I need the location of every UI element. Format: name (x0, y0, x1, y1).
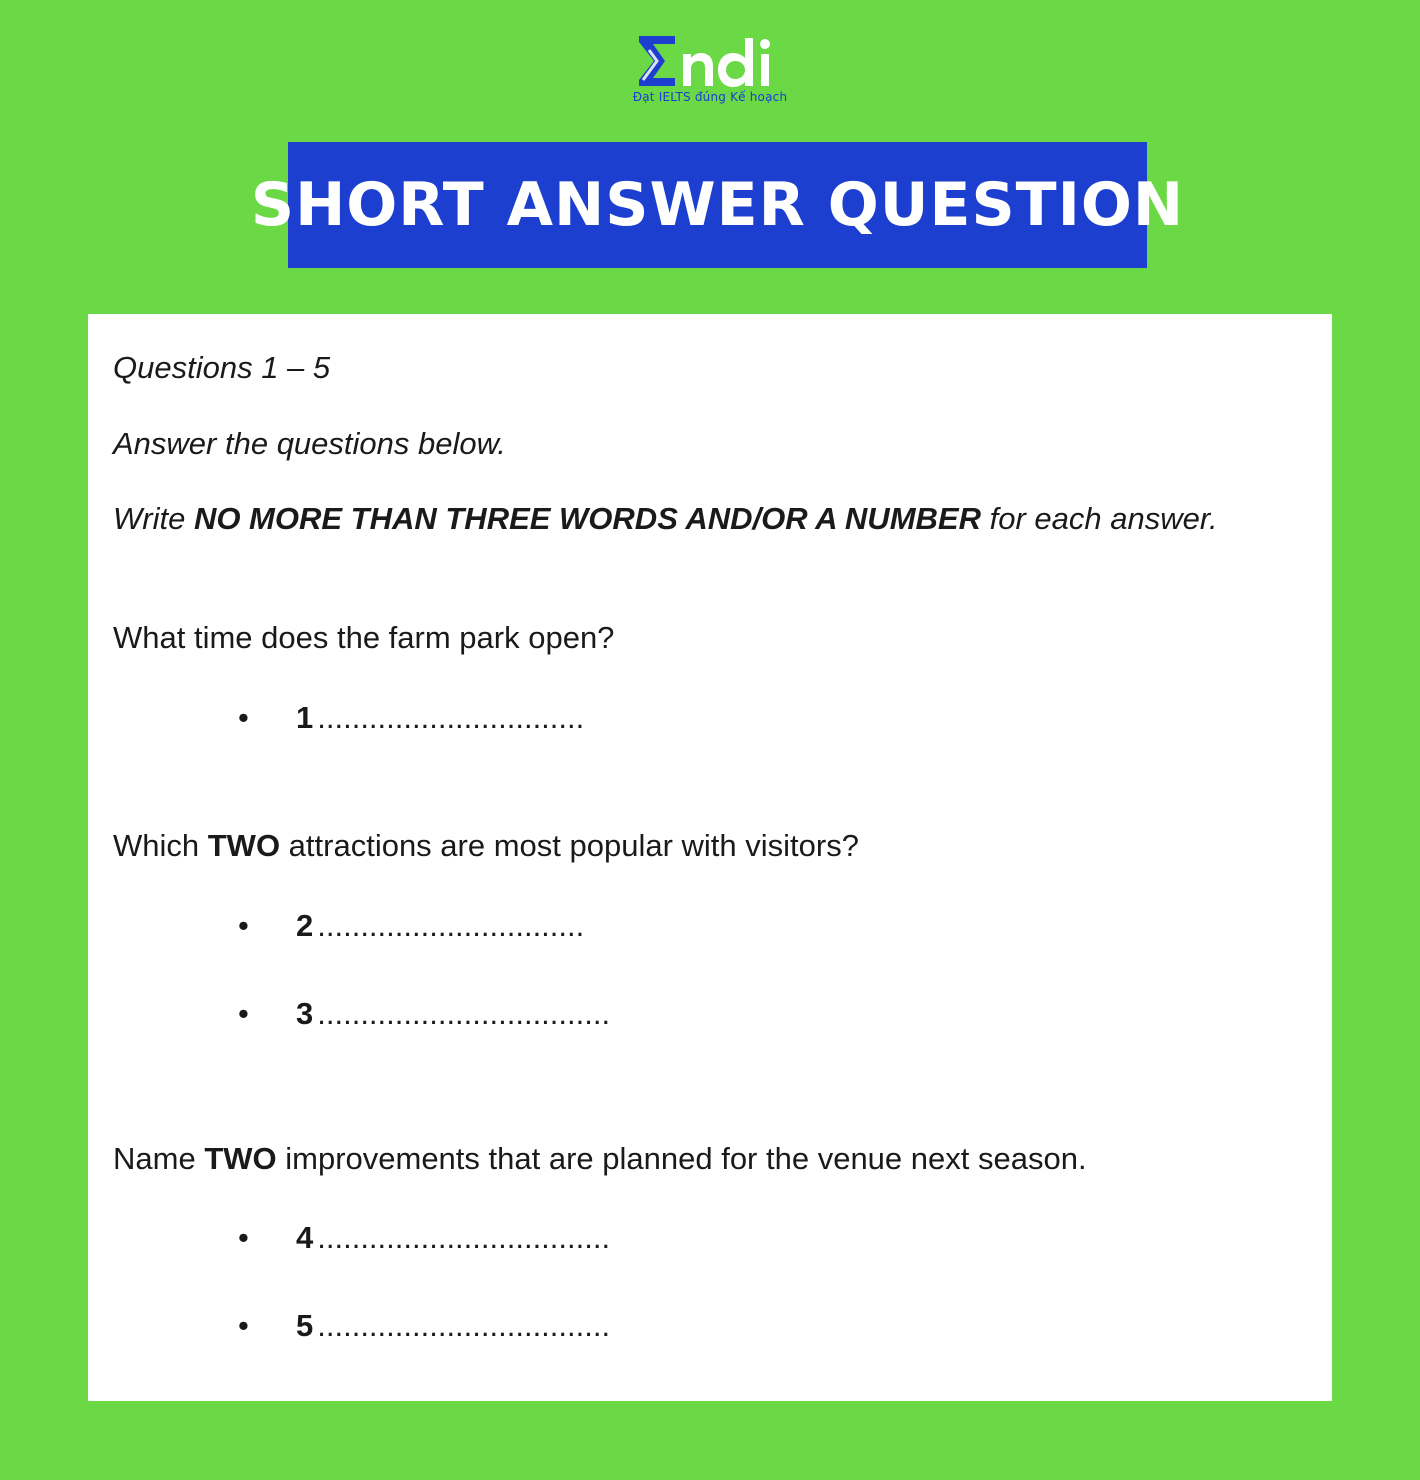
question-planned-improvements (113, 1141, 1087, 1177)
bullet: • (238, 908, 249, 943)
endi-logo-mark (635, 30, 785, 92)
title-banner (250, 142, 1185, 268)
bullet: • (238, 1308, 249, 1343)
instruction-suffix: for each answer. (980, 501, 1218, 536)
instruction-answer: Answer the questions below. (113, 426, 506, 461)
question-emphasis: TWO (207, 828, 281, 863)
answer-item (238, 700, 584, 736)
answer-blank[interactable]: .................................. (317, 1220, 611, 1255)
answer-blank[interactable]: ............................... (317, 908, 585, 943)
questions-range: Questions 1 – 5 (113, 350, 331, 385)
answer-number: 5 (296, 1308, 314, 1343)
answer-item (238, 908, 584, 944)
instruction-word-limit (113, 501, 1218, 537)
question-prefix: Name (113, 1141, 205, 1176)
answer-blank[interactable]: ............................... (317, 700, 585, 735)
question-popular-attractions (113, 828, 859, 864)
bullet: • (238, 700, 249, 735)
bullet: • (238, 1220, 249, 1255)
answer-number: 4 (296, 1220, 314, 1255)
question-prefix: Which (113, 828, 208, 863)
answer-item (238, 1308, 610, 1344)
logo-tagline: Đạt IELTS đúng Kế hoạch (632, 90, 788, 104)
question-opening-time: What time does the farm park open? (113, 620, 615, 655)
page-title: SHORT ANSWER QUESTION (250, 170, 1185, 240)
answer-item (238, 1220, 610, 1256)
answer-blank[interactable]: .................................. (317, 996, 611, 1031)
answer-blank[interactable]: .................................. (317, 1308, 611, 1343)
instruction-word-limit-emphasis: NO MORE THAN THREE WORDS AND/OR A NUMBER (193, 501, 981, 536)
question-suffix: improvements that are planned for the venue next season. (276, 1141, 1087, 1176)
answer-number: 3 (296, 996, 314, 1031)
answer-number: 2 (296, 908, 314, 943)
bullet: • (238, 996, 249, 1031)
answer-number: 1 (296, 700, 314, 735)
question-suffix: attractions are most popular with visitors? (280, 828, 859, 863)
answer-item (238, 996, 610, 1032)
question-emphasis: TWO (204, 1141, 277, 1176)
question-card (88, 314, 1332, 1401)
instruction-prefix: Write (113, 501, 194, 536)
brand-logo (0, 30, 1420, 104)
